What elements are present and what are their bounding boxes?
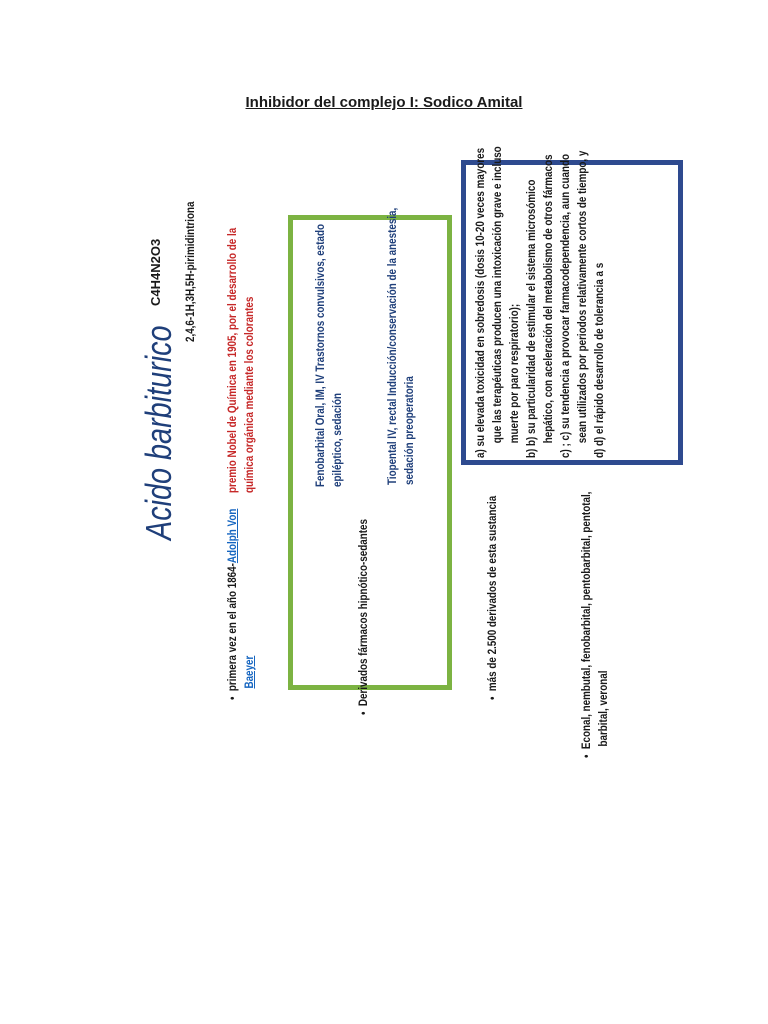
lista-bullet: • Econal, nembutal, fenobarbital, pentobarbital, pentotal, barbital, veronal <box>579 491 610 758</box>
page-header: Inhibidor del complejo I: Sodico Amital <box>245 94 523 111</box>
adolph-link[interactable]: Adolph Von <box>225 508 239 564</box>
bullet-dot: • <box>225 691 239 700</box>
derivados-bullet: • Derivados fármacos hipnótico-sedantes <box>356 519 370 715</box>
blue-box-text: a) su elevada toxicidad en sobredosis (dosis 10-20 veces mayores que las terapéuticas producen una intoxicación grave e incluso muerte por paro respiratorio); b) b) su particularidad de estimular el sistema microsómico hepático, con aceleración del metabolismo de otros fármacos c) ; c) su tendencia a provocar farmacodependencia, aun cuando sean utilizados por periodos relativamente cortos de tiempo, y d) d) el rápido desarrollo de tolerancia a s <box>473 146 606 458</box>
title: Acido barbiturico <box>138 325 179 540</box>
iupac-name: 2,4,6-1H,3H,5H-pirimidintriona <box>183 201 197 342</box>
first-bullet: • primera vez en el año 1864-Adolph Von Baeyer <box>225 508 256 700</box>
tiopental-text: Tiopental IV, rectal Inducción/conservación de la anestesia, sedación preoperatoria <box>385 207 416 485</box>
nobel-text: premio Nobel de Química en 1905, por el desarrollo de la química orgánica mediante los colorantes <box>225 227 256 493</box>
mas-bullet: • más de 2.500 derivados de esta sustancia <box>485 495 499 700</box>
formula: C4H4N2O3 <box>148 238 163 306</box>
baeyer-link[interactable]: Baeyer <box>242 655 256 689</box>
fenobarbital-text: Fenobarbital Oral, IM, IV Trastornos convulsivos, estado epiléptico, sedación <box>313 223 344 487</box>
